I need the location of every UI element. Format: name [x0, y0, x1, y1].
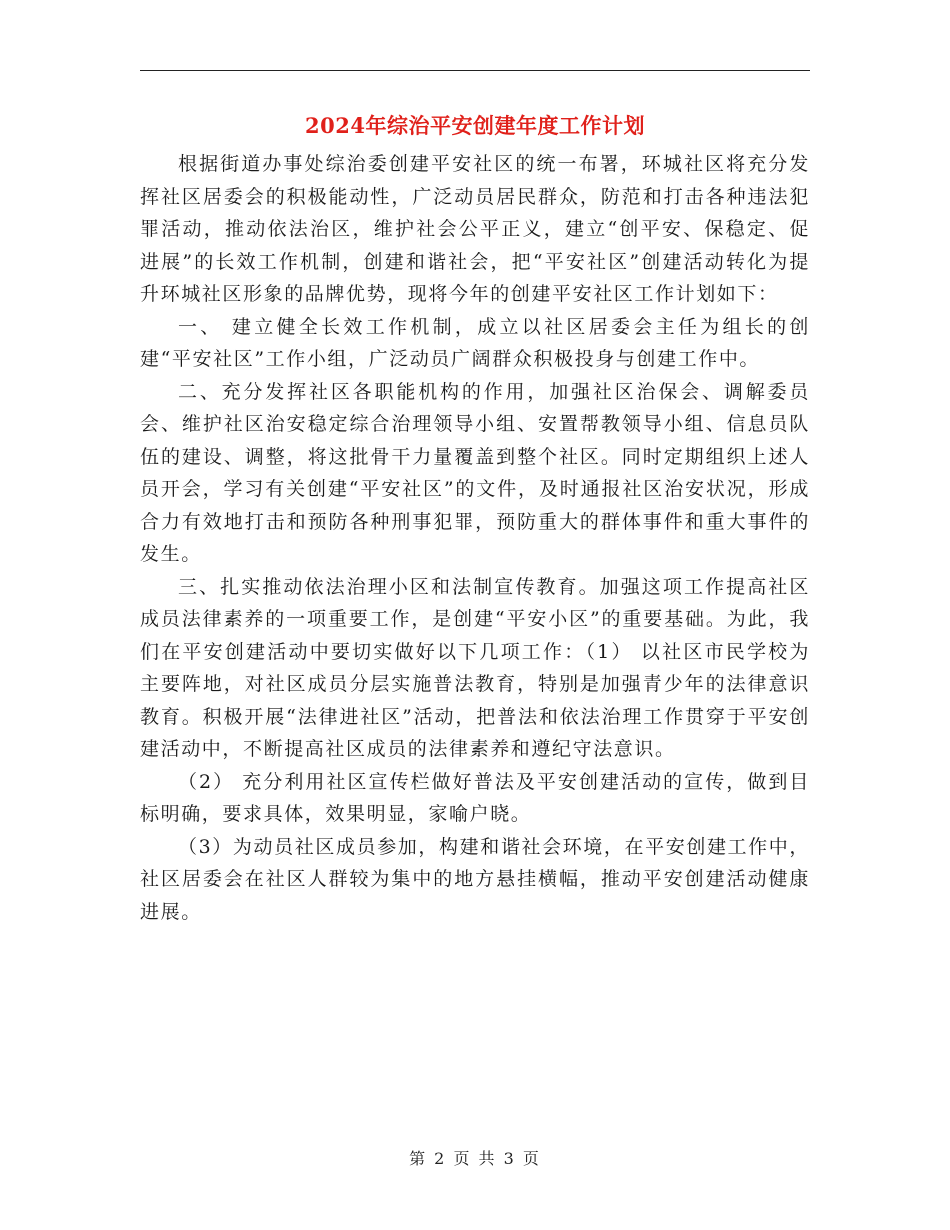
paragraph-subitem-3: （3）为动员社区成员参加，构建和谐社会环境，在平安创建工作中，社区居委会在社区人群较为集中的地方悬挂横幅，推动平安创建活动健康进展。	[140, 835, 810, 923]
paragraph-intro: 根据街道办事处综治委创建平安社区的统一布署，环城社区将充分发挥社区居委会的积极能动性，广泛动员居民群众，防范和打击各种违法犯罪活动，推动依法治区，维护社会公平正义，建立“创平安、保稳定、促进展”的长效工作机制，创建和谐社会，把“平安社区”创建活动转化为提升环城社区形象的品牌优势，现将今年的创建平安社区工作计划如下：	[140, 153, 810, 305]
paragraph-subitem-2: （2） 充分利用社区宣传栏做好普法及平安创建活动的宣传，做到目标明确，要求具体，效果明显，家喻户晓。	[140, 770, 810, 825]
header-rule	[140, 70, 810, 71]
document-body	[140, 148, 810, 928]
paragraph-item-3: 三、扎实推动依法治理小区和法制宣传教育。加强这项工作提高社区成员法律素养的一项重要工作，是创建“平安小区”的重要基础。为此，我们在平安创建活动中要切实做好以下几项工作：（1） 以社区市民学校为主要阵地，对社区成员分层实施普法教育，特别是加强青少年的法律意识教育。积极开展“法律进社区”活动，把普法和依法治理工作贯穿于平安创建活动中，不断提高社区成员的法律素养和遵纪守法意识。	[140, 575, 810, 760]
paragraph-item-1: 一、 建立健全长效工作机制，成立以社区居委会主任为组长的创建“平安社区”工作小组，广泛动员广阔群众积极投身与创建工作中。	[140, 315, 810, 370]
page-number: 第 2 页 共 3 页	[409, 1149, 541, 1168]
paragraph-item-2: 二、充分发挥社区各职能机构的作用，加强社区治保会、调解委员会、维护社区治安稳定综合治理领导小组、安置帮教领导小组、信息员队伍的建设、调整，将这批骨干力量覆盖到整个社区。同时定期组织上述人员开会，学习有关创建“平安社区”的文件，及时通报社区治安状况，形成合力有效地打击和预防各种刑事犯罪，预防重大的群体事件和重大事件的发生。	[140, 380, 810, 565]
document-title: 2024年综治平安创建年度工作计划	[305, 113, 645, 138]
